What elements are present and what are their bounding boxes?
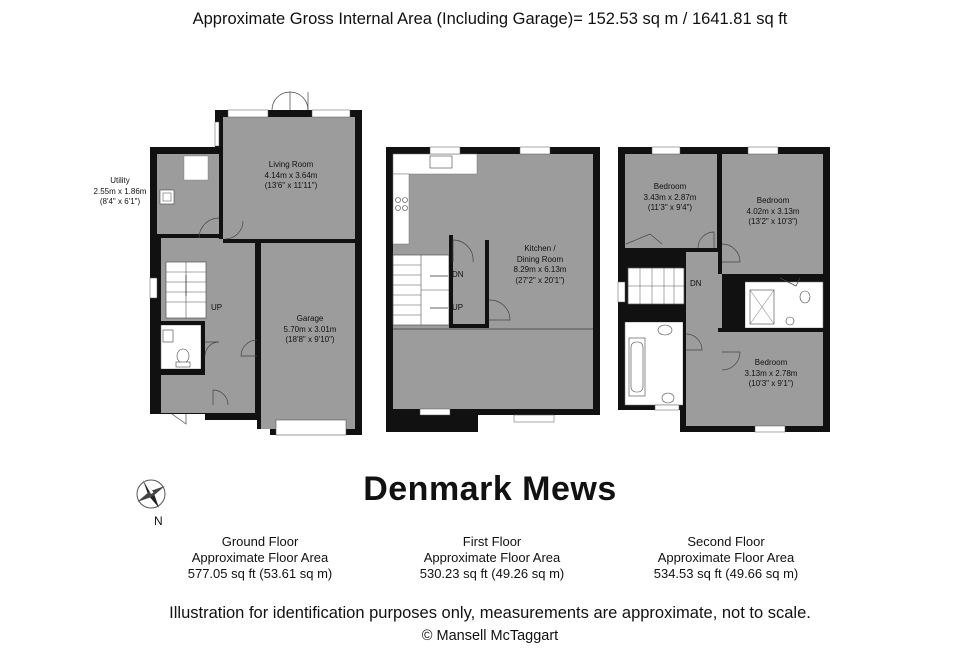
bedroom-2-size-m: 4.02m x 3.13m [746, 206, 800, 216]
ground-floor-area-value: 577.05 sq ft (53.61 sq m) [187, 566, 333, 581]
first-floor-name: First Floor [462, 534, 522, 549]
ground-floor-area-label: Approximate Floor Area [191, 550, 329, 565]
ground-floor-area [140, 534, 380, 582]
bedroom-3-size-ft: (10'3" x 9'1") [748, 379, 794, 388]
kitchen-name-line2: Dining Room [516, 254, 564, 264]
first-floor-area-label: Approximate Floor Area [423, 550, 561, 565]
first-floor-area-value: 530.23 sq ft (49.26 sq m) [419, 566, 565, 581]
bedroom-3-name: Bedroom [754, 358, 788, 367]
ground-floor-name: Ground Floor [221, 534, 299, 549]
second-floor-area-value: 534.53 sq ft (49.66 sq m) [653, 566, 799, 581]
property-title: Denmark Mews [363, 470, 617, 508]
garage-size-m: 5.70m x 3.01m [283, 324, 337, 334]
utility-size-m: 2.55m x 1.86m [93, 186, 147, 196]
second-stairs-dn-label: DN [690, 279, 702, 288]
garage-label [262, 314, 358, 346]
utility-name: Utility [110, 176, 130, 185]
living-room-size-m: 4.14m x 3.64m [264, 170, 318, 180]
bedroom-2-label [730, 196, 816, 228]
gross-area-header: Approximate Gross Internal Area (Including Garage)= 152.53 sq m / 1641.81 sq ft [192, 10, 788, 28]
kitchen-size-m: 8.29m x 6.13m [513, 265, 567, 274]
compass-icon [126, 476, 176, 528]
living-room-name: Living Room [268, 160, 314, 169]
first-floor-area [372, 534, 612, 582]
kitchen-name-line1: Kitchen / [524, 244, 556, 253]
first-stairs-dn-label: DN [452, 270, 464, 279]
first-floor-plan [386, 147, 600, 432]
ground-floor-plan [150, 92, 362, 435]
living-room-label [236, 160, 346, 192]
second-floor-area-label: Approximate Floor Area [657, 550, 795, 565]
kitchen-label [490, 244, 590, 286]
compass-north-label: N [154, 514, 163, 528]
compass-rose [126, 476, 176, 533]
copyright-text: © Mansell McTaggart [421, 628, 559, 644]
bedroom-1-size-ft: (11'3" x 9'4") [647, 203, 693, 212]
living-room-size-ft: (13'6" x 11'11") [264, 181, 318, 190]
kitchen-size-ft: (27'2" x 20'1") [515, 275, 565, 285]
porch [161, 375, 199, 413]
bedroom-1-size-m: 3.43m x 2.87m [643, 192, 697, 202]
landing-second [686, 250, 722, 426]
bedroom-3-size-m: 3.13m x 2.78m [744, 368, 798, 378]
garage-size-ft: (18'8" x 9'10") [285, 335, 335, 344]
disclaimer-text: Illustration for identification purposes only, measurements are approximate, not to scale. [169, 604, 811, 622]
second-floor-name: Second Floor [687, 534, 765, 549]
bedroom-3-label [728, 358, 814, 390]
utility-size-ft: (8'4" x 6'1") [99, 197, 141, 206]
bedroom-2-name: Bedroom [756, 196, 790, 205]
ground-stairs-up-label: UP [211, 303, 223, 312]
garage-name: Garage [296, 314, 324, 323]
bedroom-1-name: Bedroom [653, 182, 687, 191]
bedroom-2-size-ft: (13'2" x 10'3") [748, 217, 798, 226]
second-floor-area [606, 534, 846, 582]
utility-label [84, 176, 156, 208]
bedroom-1-label [630, 182, 710, 214]
first-stairs-up-label: UP [452, 303, 464, 312]
